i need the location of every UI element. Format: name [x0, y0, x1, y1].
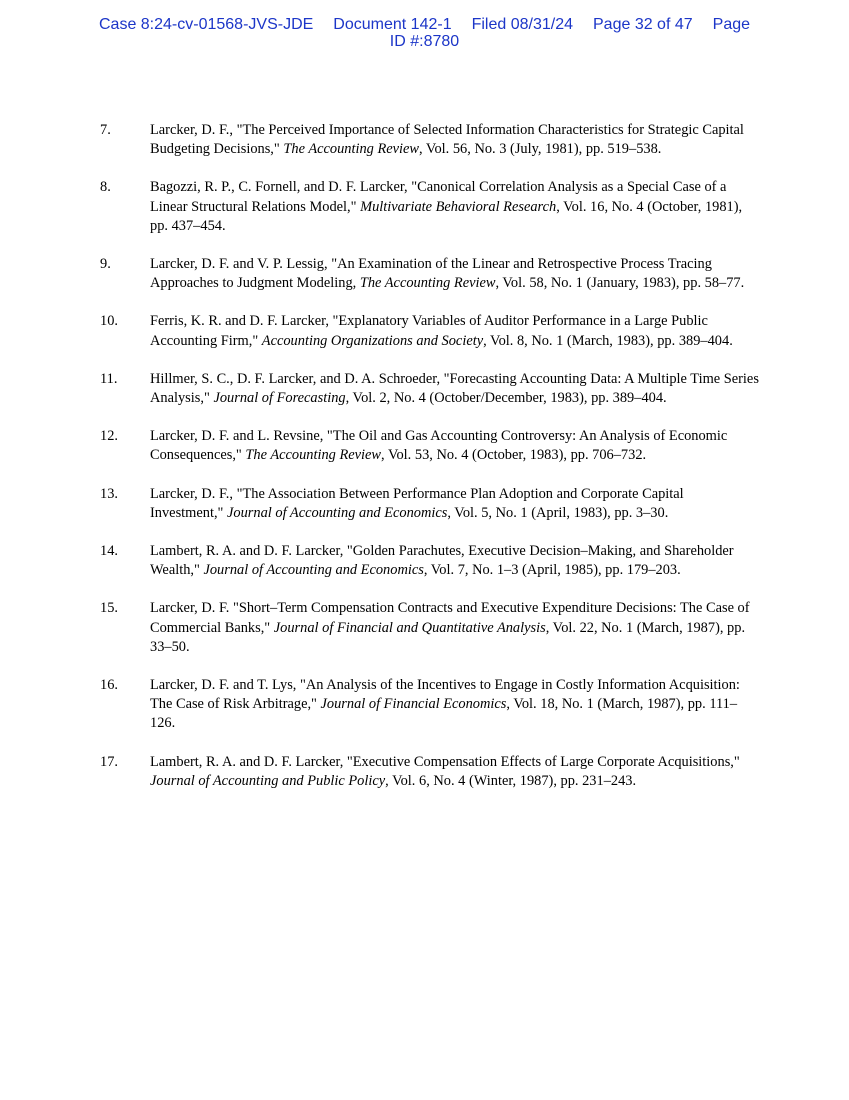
reference-authors-title: Larcker, D. F. and L. Revsine, "The Oil and Gas Accounting Controversy: An Analysis of Economic Consequences," — [150, 428, 728, 464]
reference-item — [100, 427, 760, 465]
reference-text — [150, 485, 760, 523]
reference-journal: Journal of Accounting and Economics — [203, 562, 424, 579]
reference-text — [150, 255, 760, 293]
reference-text — [150, 676, 760, 734]
reference-authors-title: Larcker, D. F. and T. Lys, "An Analysis of the Incentives to Engage in Costly Information Acquisition: The Case of Risk Arbitrage," — [150, 677, 740, 713]
reference-item — [100, 178, 760, 236]
reference-number: 7. — [100, 122, 111, 138]
reference-details: , Vol. 18, No. 1 (March, 1987), pp. 111–126. — [150, 696, 738, 732]
reference-text — [150, 312, 760, 350]
reference-details: , Vol. 53, No. 4 (October, 1983), pp. 706–732. — [381, 447, 647, 464]
page-id-label: Page — [712, 16, 751, 33]
reference-journal: Journal of Accounting and Economics — [227, 504, 448, 521]
document-number: Document 142-1 — [333, 16, 452, 33]
reference-journal: Journal of Financial and Quantitative Analysis — [273, 619, 546, 636]
reference-text — [150, 178, 760, 236]
reference-number: 12. — [100, 428, 118, 445]
reference-journal: Journal of Forecasting — [213, 390, 346, 407]
reference-authors-title: Ferris, K. R. and D. F. Larcker, "Explanatory Variables of Auditor Performance in a Large Public Accounting Firm," — [150, 313, 708, 349]
reference-item — [100, 753, 760, 791]
reference-details: , Vol. 5, No. 1 (April, 1983), pp. 3–30. — [447, 504, 669, 521]
reference-journal: Multivariate Behavioral Research — [360, 198, 557, 215]
reference-item — [100, 485, 760, 523]
reference-number: 16. — [100, 677, 118, 694]
reference-text — [150, 542, 760, 580]
reference-details: , Vol. 6, No. 4 (Winter, 1987), pp. 231–243. — [385, 772, 637, 789]
reference-text — [150, 599, 760, 657]
reference-item — [100, 542, 760, 580]
reference-authors-title: Larcker, D. F., "The Association Between Performance Plan Adoption and Corporate Capital Investment," — [150, 485, 684, 521]
reference-item — [100, 599, 760, 657]
reference-journal: Journal of Financial Economics — [320, 696, 507, 713]
reference-details: , Vol. 7, No. 1–3 (April, 1985), pp. 179–203. — [423, 562, 681, 579]
reference-authors-title: Larcker, D. F., "The Perceived Importance of Selected Information Characteristics for Strategic Capital Budgeting Decisions," — [150, 122, 744, 158]
reference-authors-title: Hillmer, S. C., D. F. Larcker, and D. A. Schroeder, "Forecasting Accounting Data: A Multiple Time Series Analysis," — [150, 370, 759, 407]
page-id: ID #:8780 — [389, 33, 460, 50]
reference-text — [150, 121, 760, 159]
reference-journal: Journal of Accounting and Public Policy — [150, 772, 386, 789]
reference-authors-title: Lambert, R. A. and D. F. Larcker, "Golden Parachutes, Executive Decision–Making, and Shareholder Wealth," — [150, 543, 734, 579]
case-number: Case 8:24-cv-01568-JVS-JDE — [98, 16, 314, 33]
page-count: Page 32 of 47 — [593, 16, 693, 33]
reference-item — [100, 676, 760, 734]
reference-details: , Vol. 56, No. 3 (July, 1981), pp. 519–538. — [419, 141, 662, 158]
reference-text — [150, 370, 760, 408]
reference-item — [100, 370, 760, 408]
reference-number: 8. — [100, 179, 111, 196]
reference-journal: The Accounting Review — [359, 275, 496, 292]
reference-item — [100, 255, 760, 293]
header-line-1 — [0, 16, 849, 33]
reference-number: 14. — [100, 543, 118, 560]
reference-details: , Vol. 8, No. 1 (March, 1983), pp. 389–404. — [483, 332, 733, 349]
reference-authors-title: Larcker, D. F. "Short–Term Compensation Contracts and Executive Expenditure Decisions: The Case of Commercial Banks," — [150, 600, 750, 636]
reference-number: 13. — [100, 485, 118, 502]
reference-details: , Vol. 22, No. 1 (March, 1987), pp. 33–50. — [150, 619, 746, 655]
reference-details: , Vol. 16, No. 4 (October, 1981), pp. 437–454. — [150, 198, 743, 234]
reference-journal: Accounting Organizations and Society — [261, 332, 484, 349]
reference-number: 15. — [100, 600, 118, 617]
reference-details: , Vol. 58, No. 1 (January, 1983), pp. 58–77. — [495, 275, 745, 292]
reference-number: 17. — [100, 753, 118, 770]
reference-authors-title: Bagozzi, R. P., C. Fornell, and D. F. Larcker, "Canonical Correlation Analysis as a Special Case of a Linear Structural Relations Model," — [150, 179, 727, 215]
reference-text — [150, 753, 760, 791]
reference-list — [100, 121, 760, 810]
reference-number: 11. — [100, 370, 118, 387]
court-header — [0, 16, 849, 50]
reference-authors-title: Lambert, R. A. and D. F. Larcker, "Executive Compensation Effects of Large Corporate Acquisitions," — [150, 753, 740, 770]
reference-item — [100, 312, 760, 350]
reference-authors-title: Larcker, D. F. and V. P. Lessig, "An Examination of the Linear and Retrospective Process Tracing Approaches to Judgment Modeling, — [150, 256, 712, 292]
reference-text — [150, 427, 760, 465]
reference-details: , Vol. 2, No. 4 (October/December, 1983), pp. 389–404. — [345, 390, 667, 407]
reference-journal: The Accounting Review — [283, 141, 419, 158]
reference-number: 9. — [100, 256, 111, 273]
reference-item — [100, 121, 760, 159]
filed-date: Filed 08/31/24 — [471, 16, 573, 33]
reference-journal: The Accounting Review — [245, 447, 382, 464]
reference-number: 10. — [100, 313, 118, 330]
